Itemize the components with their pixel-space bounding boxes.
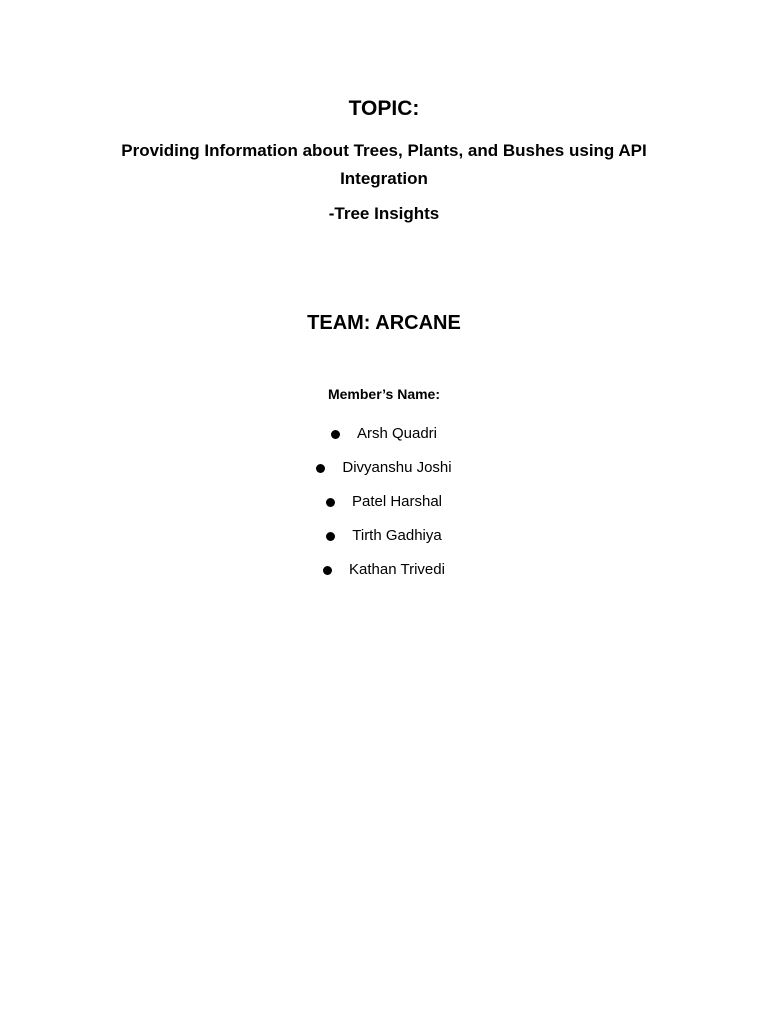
bullet-icon <box>326 498 335 507</box>
topic-heading: TOPIC: <box>348 97 420 120</box>
member-name: Kathan Trivedi <box>349 561 445 578</box>
team-heading: TEAM: ARCANE <box>307 312 461 334</box>
members-label: Member’s Name: <box>327 386 441 402</box>
bullet-icon <box>323 566 332 575</box>
member-name: Arsh Quadri <box>356 425 438 442</box>
member-name: Tirth Gadhiya <box>352 527 442 544</box>
bullet-icon <box>326 532 335 541</box>
bullet-icon <box>316 464 325 473</box>
list-item <box>0 451 768 485</box>
member-name: Patel Harshal <box>351 493 443 510</box>
topic-title: Providing Information about Trees, Plants, and Bushes using API Integration <box>121 141 647 188</box>
project-name: -Tree Insights <box>328 204 440 223</box>
list-item <box>0 485 768 519</box>
member-name: Divyanshu Joshi <box>342 459 452 476</box>
list-item <box>0 553 768 587</box>
bullet-icon <box>331 430 340 439</box>
list-item <box>0 519 768 553</box>
list-item <box>0 417 768 451</box>
members-list <box>0 417 768 587</box>
